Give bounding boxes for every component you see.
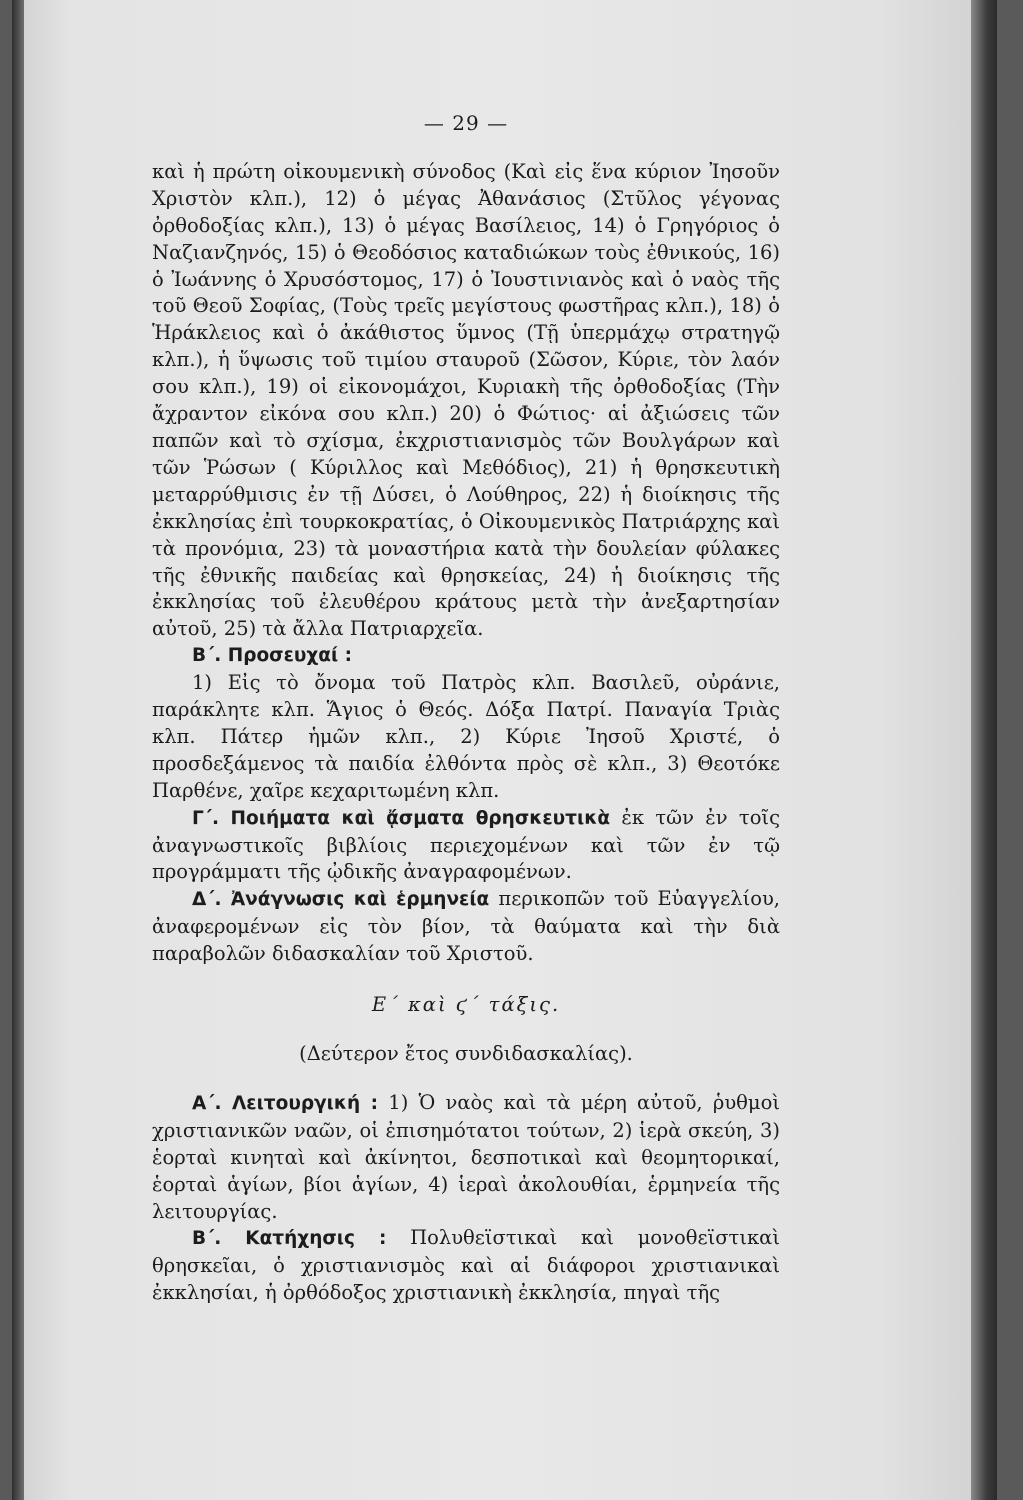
paragraph-catechism-text: Πολυθεϊστικαὶ καὶ μονοθεϊστικαὶ θρησκεῖαι, ὁ χριστιανισμὸς καὶ αἱ διάφοροι χριστιανικαὶ ἐκκλησίαι, ἡ ὀρθόδοξος χριστιανικὴ ἐκκλησία, πηγαὶ τῆς [152,1226,780,1305]
paragraph-poems [152,805,780,887]
paragraph-poems-text: ἐκ τῶν ἐν τοῖς ἀναγνωστικοῖς βιβλίοις περιεχομένων καὶ τῶν ἐν τῷ προγράμματι τῆς ᾠδικῆς ἀναγραφομένων. [152,805,780,884]
paragraph-gospel-reading-text: περικοπῶν τοῦ Εὐαγγελίου, ἀναφερομένων εἰς τὸν βίον, τὰ θαύματα καὶ τὴν διὰ παραβολῶν διδασκαλίαν τοῦ Χριστοῦ. [152,887,781,966]
heading-poems: Γ΄. Ποιήματα καὶ ᾄσματα θρησκευτικὰ [192,807,611,829]
page-left-shadow [12,0,24,1500]
heading-liturgics: Α΄. Λειτουργική : [192,1092,379,1114]
paragraph-history-list: καὶ ἡ πρώτη οἰκουμενικὴ σύνοδος (Καὶ εἰς ἕνα κύριον Ἰησοῦν Χριστὸν κλπ.), 12) ὁ μέγας Ἀθανάσιος (Στῦλος γέγονας ὀρθοδοξίας κλπ.), 13) ὁ μέγας Βασίλειος, 14) ὁ Γρηγόριος ὁ Ναζιανζηνός, 15) ὁ Θεοδόσιος καταδιώκων τοὺς ἐθνικούς, 16) ὁ Ἰωάννης ὁ Χρυσόστομος, 17) ὁ Ἰουστινιανὸς καὶ ὁ ναὸς τῆς τοῦ Θεοῦ Σοφίας, (Τοὺς τρεῖς μεγίστους φωστῆρας κλπ.), 18) ὁ Ἡράκλειος καὶ ὁ ἀκάθιστος ὕμνος (Τῇ ὑπερμάχῳ στρατηγῷ κλπ.), ἡ ὕψωσις τοῦ τιμίου σταυροῦ (Σῶσον, Κύριε, τὸν λαόν σου κλπ.), 19) οἱ εἰκονομάχοι, Κυριακὴ τῆς ὀρθοδοξίας (Τὴν ἄχραντον εἰκόνα σου κλπ.) 20) ὁ Φώτιος· αἱ ἀξιώσεις τῶν παπῶν καὶ τὸ σχίσμα, ἐκχριστιανισμὸς τῶν Βουλγάρων καὶ τῶν Ῥώσων ( Κύριλλος καὶ Μεθόδιος), 21) ἡ θρησκευτικὴ μεταρρύθμισις ἐν τῇ Δύσει, ὁ Λούθηρος, 22) ἡ διοίκησις τῆς ἐκκλησίας ἐπὶ τουρκοκρατίας, ὁ Οἰκουμενικὸς Πατριάρχης καὶ τὰ προνόμια, 23) τὰ μοναστήρια κατὰ τὴν δουλείαν φύλακες τῆς ἐθνικῆς παιδείας καὶ θρησκείας, 24) ἡ διοίκησις τῆς ἐκκλησίας τοῦ ἐλευθέρου κράτους μετὰ τὴν ἀνεξαρτησίαν αὐτοῦ, 25) τὰ ἄλλα Πατριαρχεῖα. [152,159,780,641]
page-right-edge [971,0,997,1500]
section-title: Ε΄ καὶ ϛ΄ τάξις. [371,993,561,1017]
page-content [152,110,780,1307]
heading-gospel-reading: Δ΄. Ἀνάγνωσις καὶ ἑρμηνεία [192,889,490,911]
section-subtitle: (Δεύτερον ἔτος συνδιδασκαλίας). [299,1042,633,1065]
paragraph-liturgics [152,1090,780,1226]
paragraph-liturgics-text: 1) Ὁ ναὸς καὶ τὰ μέρη αὐτοῦ, ῥυθμοὶ χριστιανικῶν ναῶν, οἱ ἐπισημότατοι τούτων, 2) ἱερὰ σκεύη, 3) ἑορταὶ κινηταὶ καὶ ἀκίνητοι, δεσποτικαὶ καὶ θεομητορικαί, ἑορταὶ ἁγίων, βίοι ἁγίων, 4) ἱεραὶ ἀκολουθίαι, ἑρμηνεία τῆς λειτουργίας. [152,1090,780,1223]
paragraph-gospel-reading [152,886,780,968]
paragraph-catechism [152,1225,780,1307]
page-number: — 29 — [423,111,509,135]
book-page [12,0,997,1500]
paragraph-prayers: 1) Εἰς τὸ ὄνομα τοῦ Πατρὸς κλπ. Βασιλεῦ, οὐράνιε, παράκλητε κλπ. Ἅγιος ὁ Θεός. Δόξα Πατρί. Παναγία Τριὰς κλπ. Πάτερ ἡμῶν κλπ., 2) Κύριε Ἰησοῦ Χριστέ, ὁ προσδεξάμενος τὰ παιδία ἐλθόντα πρὸς σὲ κλπ., 3) Θεοτόκε Παρθένε, χαῖρε κεχαριτωμένη κλπ. [152,671,780,802]
heading-catechism: Β΄. Κατήχησις : [192,1228,387,1250]
heading-prayers: Β΄. Προσευχαί : [192,645,353,667]
